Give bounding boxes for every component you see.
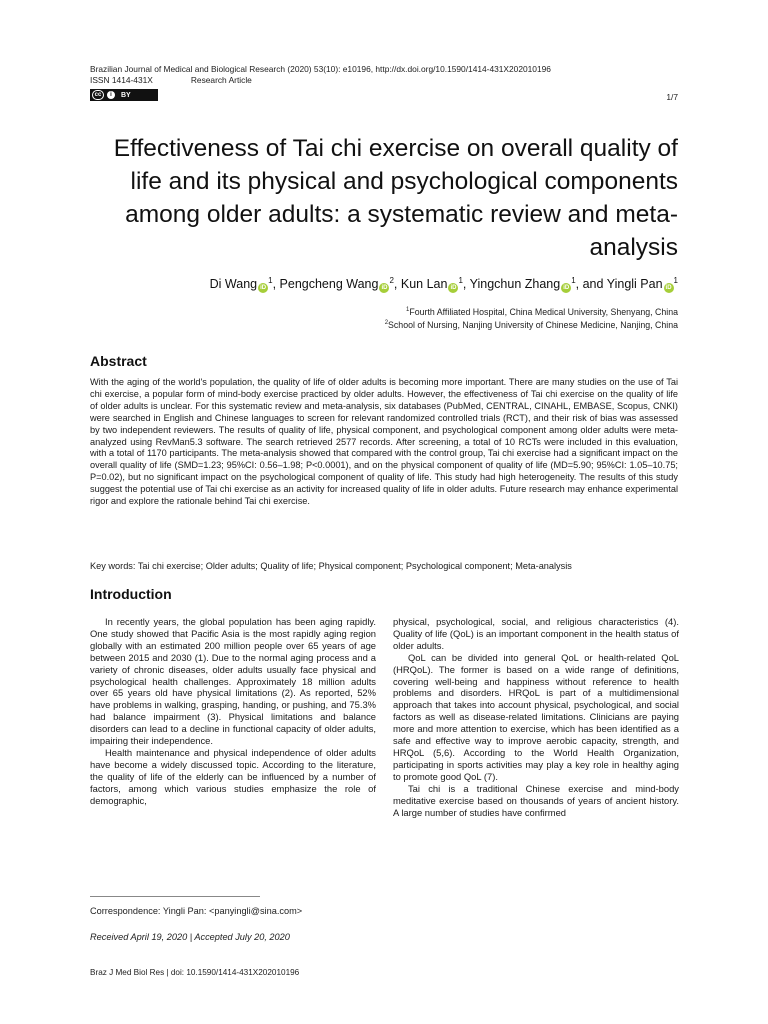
author-name: Yingchun Zhang — [469, 277, 561, 291]
author-name: Yingli Pan — [606, 277, 663, 291]
author-name: Di Wang — [209, 277, 258, 291]
orcid-icon[interactable]: iD — [450, 285, 457, 291]
orcid-icon[interactable]: iD — [563, 285, 570, 291]
creative-commons-icon: cc — [92, 90, 104, 100]
author-affil-sup: 1 — [268, 275, 273, 285]
orcid-icon[interactable]: iD — [381, 285, 388, 291]
author-affil-sup: 1 — [571, 275, 576, 285]
abstract-heading: Abstract — [90, 353, 147, 369]
correspondence: Correspondence: Yingli Pan: <panyingli@sina.com> — [90, 906, 303, 916]
author-name: Kun Lan — [400, 277, 448, 291]
footnote-divider — [90, 896, 260, 897]
paragraph: Health maintenance and physical independence of older adults have become a widely discussed topic. According to the literature, the quality of life of the elderly can be influenced by a number of factors, among which various studies emphasize the role of demographic, — [90, 746, 376, 806]
orcid-icon[interactable]: iD — [665, 285, 672, 291]
author-affil-sup: 1 — [673, 275, 678, 285]
body-column-right — [393, 616, 679, 818]
page-footer: Braz J Med Biol Res | doi: 10.1590/1414-431X202010196 — [90, 968, 300, 977]
issn: ISSN 1414-431X — [90, 75, 153, 85]
received-accepted-dates: Received April 19, 2020 | Accepted July 20, 2020 — [90, 932, 290, 942]
abstract-text: With the aging of the world's population, the quality of life of older adults is becoming more important. There are many studies on the use of Tai chi exercise, a popular form of mind-body exercise practiced by older adults. However, the effectiveness of Tai chi exercise on the quality of life of older adults is unclear. For this systematic review and meta-analysis, six databases (PubMed, CENTRAL, CINAHL, EMBASE, Scopus, CNKI) were searched in English and Chinese languages to screen for relevant randomized controlled trials (RCT), and their risk of bias was assessed by two independent reviewers. The results of quality of life, physical component, and psychological component among older adults were meta-analyzed using RevMan5.3 software. The search retrieved 2577 records. After screening, a total of 10 RCTs were included in this evaluation, with a total of 1170 participants. The meta-analysis showed that compared with the control group, Tai chi exercise had a significant impact on the overall quality of life (SMD=1.23; 95%CI: 0.56–1.98; P<0.0001), and on the physical component of quality of life (MD=5.90; 95%CI: 1.05–10.75; P=0.02), but no significant impact on the psychological component of quality of life. This study had high heterogeneity. The results of this study suggest the potential use of Tai chi exercise as an activity for increased quality of life in older adults. Future research may enhance experimental rigor and explore the rationale behind Tai chi exercise. — [90, 377, 678, 507]
affiliation-1: $^1$Fourth Affiliated Hospital, China Medical University, Shenyang, China — [406, 307, 678, 317]
affiliation-2: $^2$School of Nursing, Nanjing University of Chinese Medicine, Nanjing, China — [384, 320, 678, 330]
page-number: 1/7 — [666, 92, 678, 102]
attribution-icon: i — [107, 91, 115, 99]
keywords: Key words: Tai chi exercise; Older adults; Quality of life; Physical component; Psychological component; Meta-analysis — [90, 561, 572, 571]
paragraph: physical, psychological, social, and religious characteristics (4). Quality of life (QoL) is an important component in the health status of older adults. — [393, 616, 679, 651]
orcid-icon[interactable]: iD — [260, 285, 267, 291]
author-affil-sup: 1 — [458, 275, 463, 285]
journal-citation: Brazilian Journal of Medical and Biological Research (2020) 53(10): e10196, http://dx.doi.org/10.1590/1414-431X202010196 — [90, 64, 551, 74]
author-affil-sup: 2 — [389, 275, 394, 285]
body-column-left — [90, 616, 376, 807]
author-list: Di Wang $iD^1$, Pengcheng Wang $iD^2$, Kun Lan $iD^1$, Yingchun Zhang $iD^1$, and Yingli Pan $iD^1$ — [209, 275, 678, 291]
introduction-heading: Introduction — [90, 586, 172, 602]
paragraph: Tai chi is a traditional Chinese exercise and mind-body meditative exercise based on thousands of years of ancient history. A large number of studies have confirmed — [393, 782, 679, 818]
cc-by-license-badge[interactable] — [90, 89, 158, 101]
paragraph: In recently years, the global population has been aging rapidly. One study showed that Pacific Asia is the most rapidly aging region globally with an estimated 200 million people over 65 years of age between 2015 and 2030 (1). Due to the normal aging process and a variety of chronic diseases, older adults usually face physical and psychological health challenges. Approximately 18 million adults over 65 years old have physical limitations (2). As reported, 52% have problems in walking, grasping, handing, or pushing, and 75.3% had balance impairment (3). Physical limitations and balance disorders can lead to a decline in functional capacity of older adults, impairing their independence. — [90, 616, 376, 747]
article-type: Research Article — [190, 75, 252, 85]
issn-row — [90, 75, 551, 86]
license-label: BY — [121, 91, 131, 99]
article-title: Effectiveness of Tai chi exercise on overall quality of life and its physical and psychological components among older adults: a systematic review and meta-analysis — [113, 135, 678, 261]
author-name: Pengcheng Wang — [279, 277, 379, 291]
journal-header — [90, 64, 551, 86]
paragraph: QoL can be divided into general QoL or health-related QoL (HRQoL). The former is based on a wide range of definitions, covering well-being and happiness without reference to health problems and disorders. HRQoL is part of a multidimensional approach that takes into account physical, psychological, and social factors as well as disease-related limitations. Clinicians are paying more and more attention to exercise, which has been identified as a safe and effective way to improve aerobic capacity, strength, and HRQoL (5,6). According to the World Health Organization, participating in sports activities may play a key role in healthy aging to promote good QoL (7). — [393, 651, 679, 782]
